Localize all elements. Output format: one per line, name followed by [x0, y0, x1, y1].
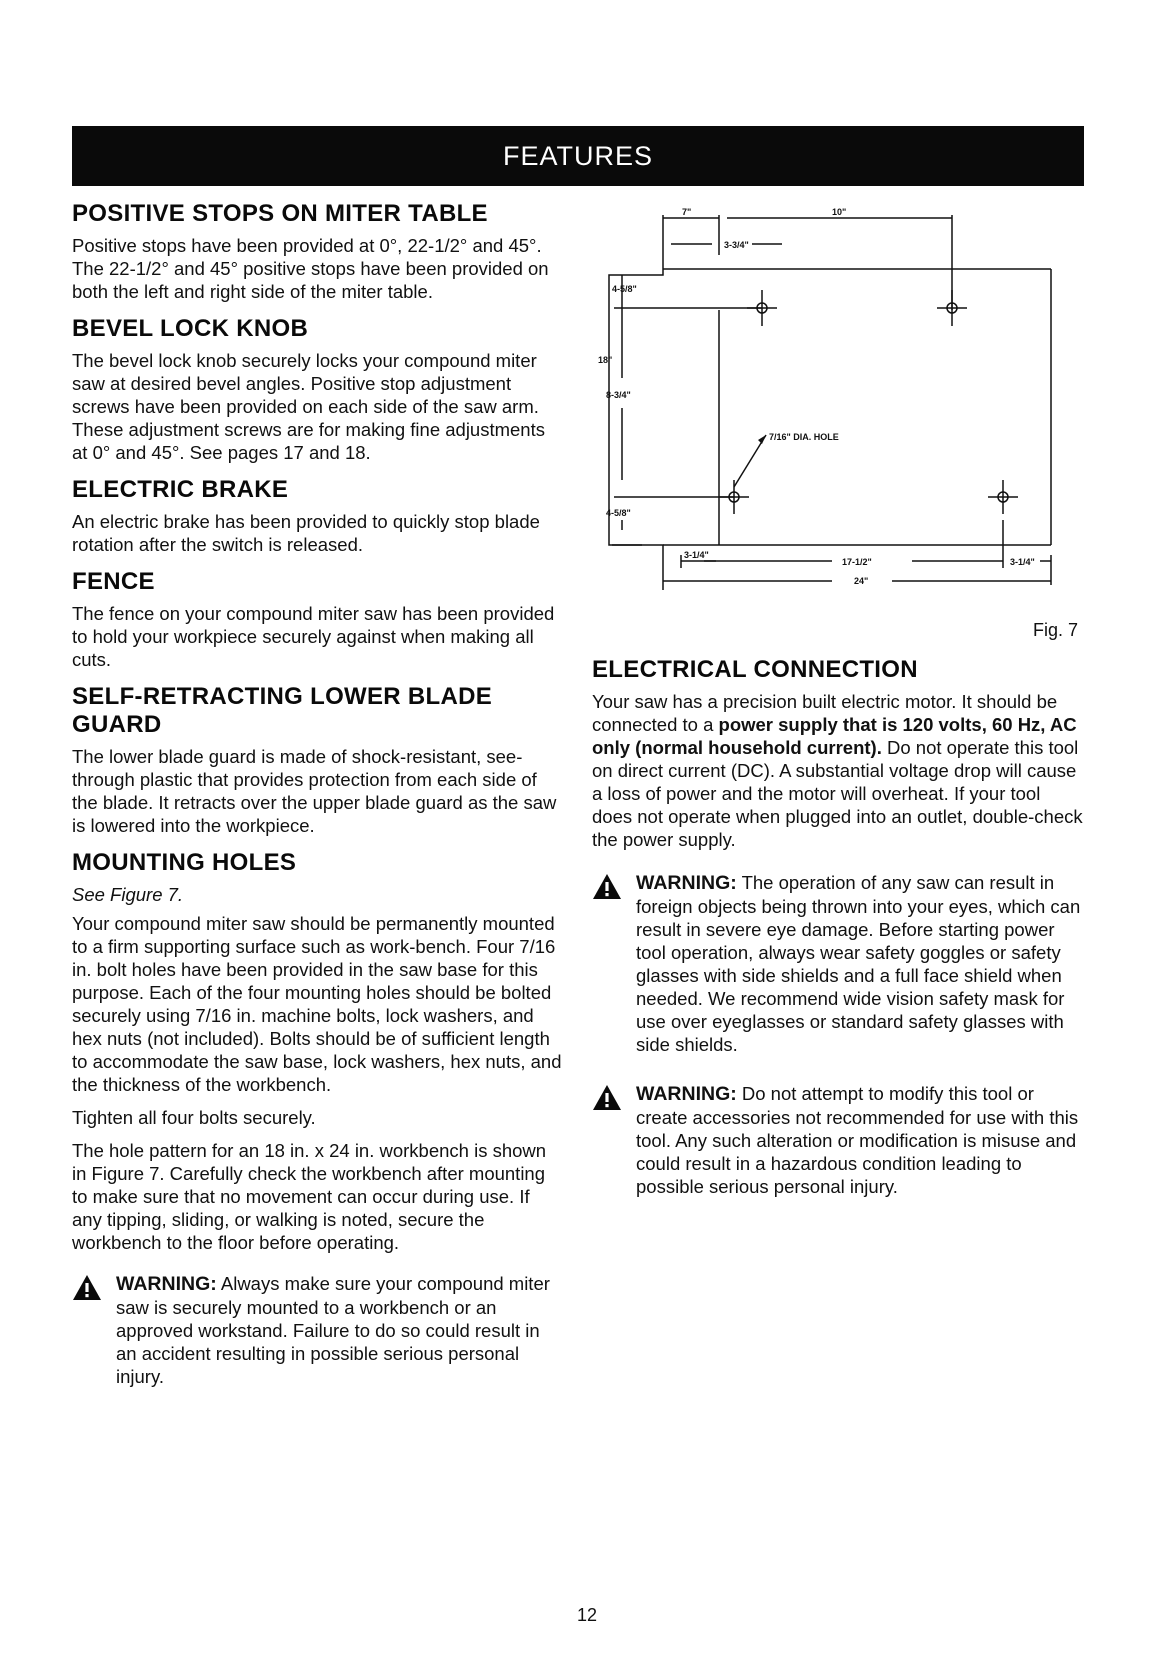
figure-7-hole-pattern [592, 200, 1084, 640]
section-bevel-lock-knob [72, 315, 562, 464]
section-title: SELF-RETRACTING LOWER BLADE GUARD [72, 683, 493, 738]
dim-left-bottom: 4-5/8" [606, 508, 631, 518]
dim-top-left: 7" [682, 207, 692, 217]
section-title: FENCE [72, 568, 155, 595]
right-column [592, 200, 1084, 1197]
warning-modification [592, 1082, 1084, 1198]
dim-bottom-left: 3-1/4" [684, 550, 709, 560]
warning-text [636, 871, 1084, 1056]
warning-label: WARNING: [636, 872, 737, 894]
dim-top-inner: 3-3/4" [724, 240, 749, 250]
section-fence [72, 568, 562, 671]
body-text: Do not operate this tool on direct current (DC). A substantial voltage drop will cause a loss of power and the motor will overheat. If your tool does not operate when plugged into an outlet, double-check the power supply. [592, 737, 1083, 850]
section-body: The bevel lock knob securely locks your compound miter saw at desired bevel angles. Positive stop adjustment screws have been provided on each side of the saw arm. These adjustment screws are for making fine adjustments at 0° and 45°. See pages 17 and 18. [72, 350, 545, 463]
warning-body: The operation of any saw can result in foreign objects being thrown into your eyes, which can result in severe eye damage. Before starting power tool operation, always wear safety goggles or safety glasses with side shields and a full face shield when needed. We recommend wide vision safety mask for use over eyeglasses or standard safety glasses with side shields. [636, 872, 1081, 1055]
dim-left-middle: 8-3/4" [606, 390, 631, 400]
section-positive-stops [72, 200, 562, 303]
features-banner [72, 126, 1084, 186]
dim-left-top: 4-5/8" [612, 284, 637, 294]
dim-bottom-right: 3-1/4" [1010, 557, 1035, 567]
warning-label: WARNING: [116, 1273, 217, 1295]
body-text: Your saw has a precision built electric motor. It should be connected to a [592, 691, 1058, 735]
section-body: The fence on your compound miter saw has been provided to hold your workpiece securely against when making all cuts. [72, 603, 555, 670]
section-body: An electric brake has been provided to quickly stop blade rotation after the switch is released. [72, 511, 540, 555]
section-title: ELECTRIC BRAKE [72, 476, 289, 503]
warning-eye-safety [592, 871, 1084, 1056]
section-title: MOUNTING HOLES [72, 849, 297, 876]
left-column [72, 200, 562, 1388]
warning-text [116, 1272, 562, 1388]
dim-bottom-overall: 24" [854, 576, 869, 586]
warning-text [636, 1082, 1084, 1198]
warning-triangle-icon [72, 1274, 102, 1301]
figure-caption: Fig. 7 [1032, 620, 1078, 640]
section-body: Your compound miter saw should be permanently mounted to a firm supporting surface such as work-bench. Four 7/16 in. bolt holes have been provided in the saw base for this purpose. Each of the four mounting holes should be bolted securely using 7/16 in. machine bolts, lock washers, and hex nuts (not included). Bolts should be of sufficient length to accommodate the saw base, lock washers, hex nuts, and the thickness of the workbench. [72, 913, 562, 1095]
warning-triangle-icon [592, 1084, 622, 1111]
dim-top-right: 10" [832, 207, 847, 217]
section-mounting-holes [72, 849, 562, 1254]
section-body: The hole pattern for an 18 in. x 24 in. workbench is shown in Figure 7. Carefully check the workbench after mounting to make sure that no movement can occur during use. If any tipping, sliding, or walking is noted, secure the workbench to the floor before operating. [72, 1140, 547, 1253]
section-body [592, 690, 1084, 851]
dim-left-overall: 18" [598, 355, 613, 365]
section-body: Tighten all four bolts securely. [72, 1107, 316, 1128]
dim-bottom-middle: 17-1/2" [842, 557, 872, 567]
section-electrical-connection [592, 656, 1084, 1198]
section-blade-guard [72, 683, 562, 837]
body-bold-text: power supply that is 120 volts, 60 Hz, AC only (normal household current). [592, 714, 1077, 758]
page-title: FEATURES [502, 140, 653, 171]
hole-pattern-diagram [592, 200, 1084, 620]
section-title: ELECTRICAL CONNECTION [592, 656, 918, 683]
section-title: POSITIVE STOPS ON MITER TABLE [72, 200, 488, 227]
warning-label: WARNING: [636, 1083, 737, 1105]
section-body: The lower blade guard is made of shock-resistant, see-through plastic that provides protection from each side of the blade. It retracts over the upper blade guard as the saw is lowered into the workpiece. [72, 746, 557, 836]
section-electric-brake [72, 476, 562, 556]
page-number: 12 [576, 1605, 598, 1625]
section-body: Positive stops have been provided at 0°, 22-1/2° and 45°. The 22-1/2° and 45° positive stops have been provided on both the left and right side of the miter table. [72, 235, 549, 302]
warning-body: Always make sure your compound miter saw is securely mounted to a workbench or an approved workstand. Failure to do so could result in an accident resulting in possible serious personal injury. [116, 1273, 550, 1387]
hole-label: 7/16" DIA. HOLE [769, 432, 839, 442]
warning-mounting [72, 1272, 562, 1388]
warning-body: Do not attempt to modify this tool or create accessories not recommended for use with this tool. Any such alteration or modification is misuse and could result in a hazardous condition leading to possible serious personal injury. [636, 1083, 1079, 1197]
warning-triangle-icon [592, 873, 622, 900]
section-title: BEVEL LOCK KNOB [72, 315, 309, 342]
figure-reference: See Figure 7. [72, 884, 184, 905]
